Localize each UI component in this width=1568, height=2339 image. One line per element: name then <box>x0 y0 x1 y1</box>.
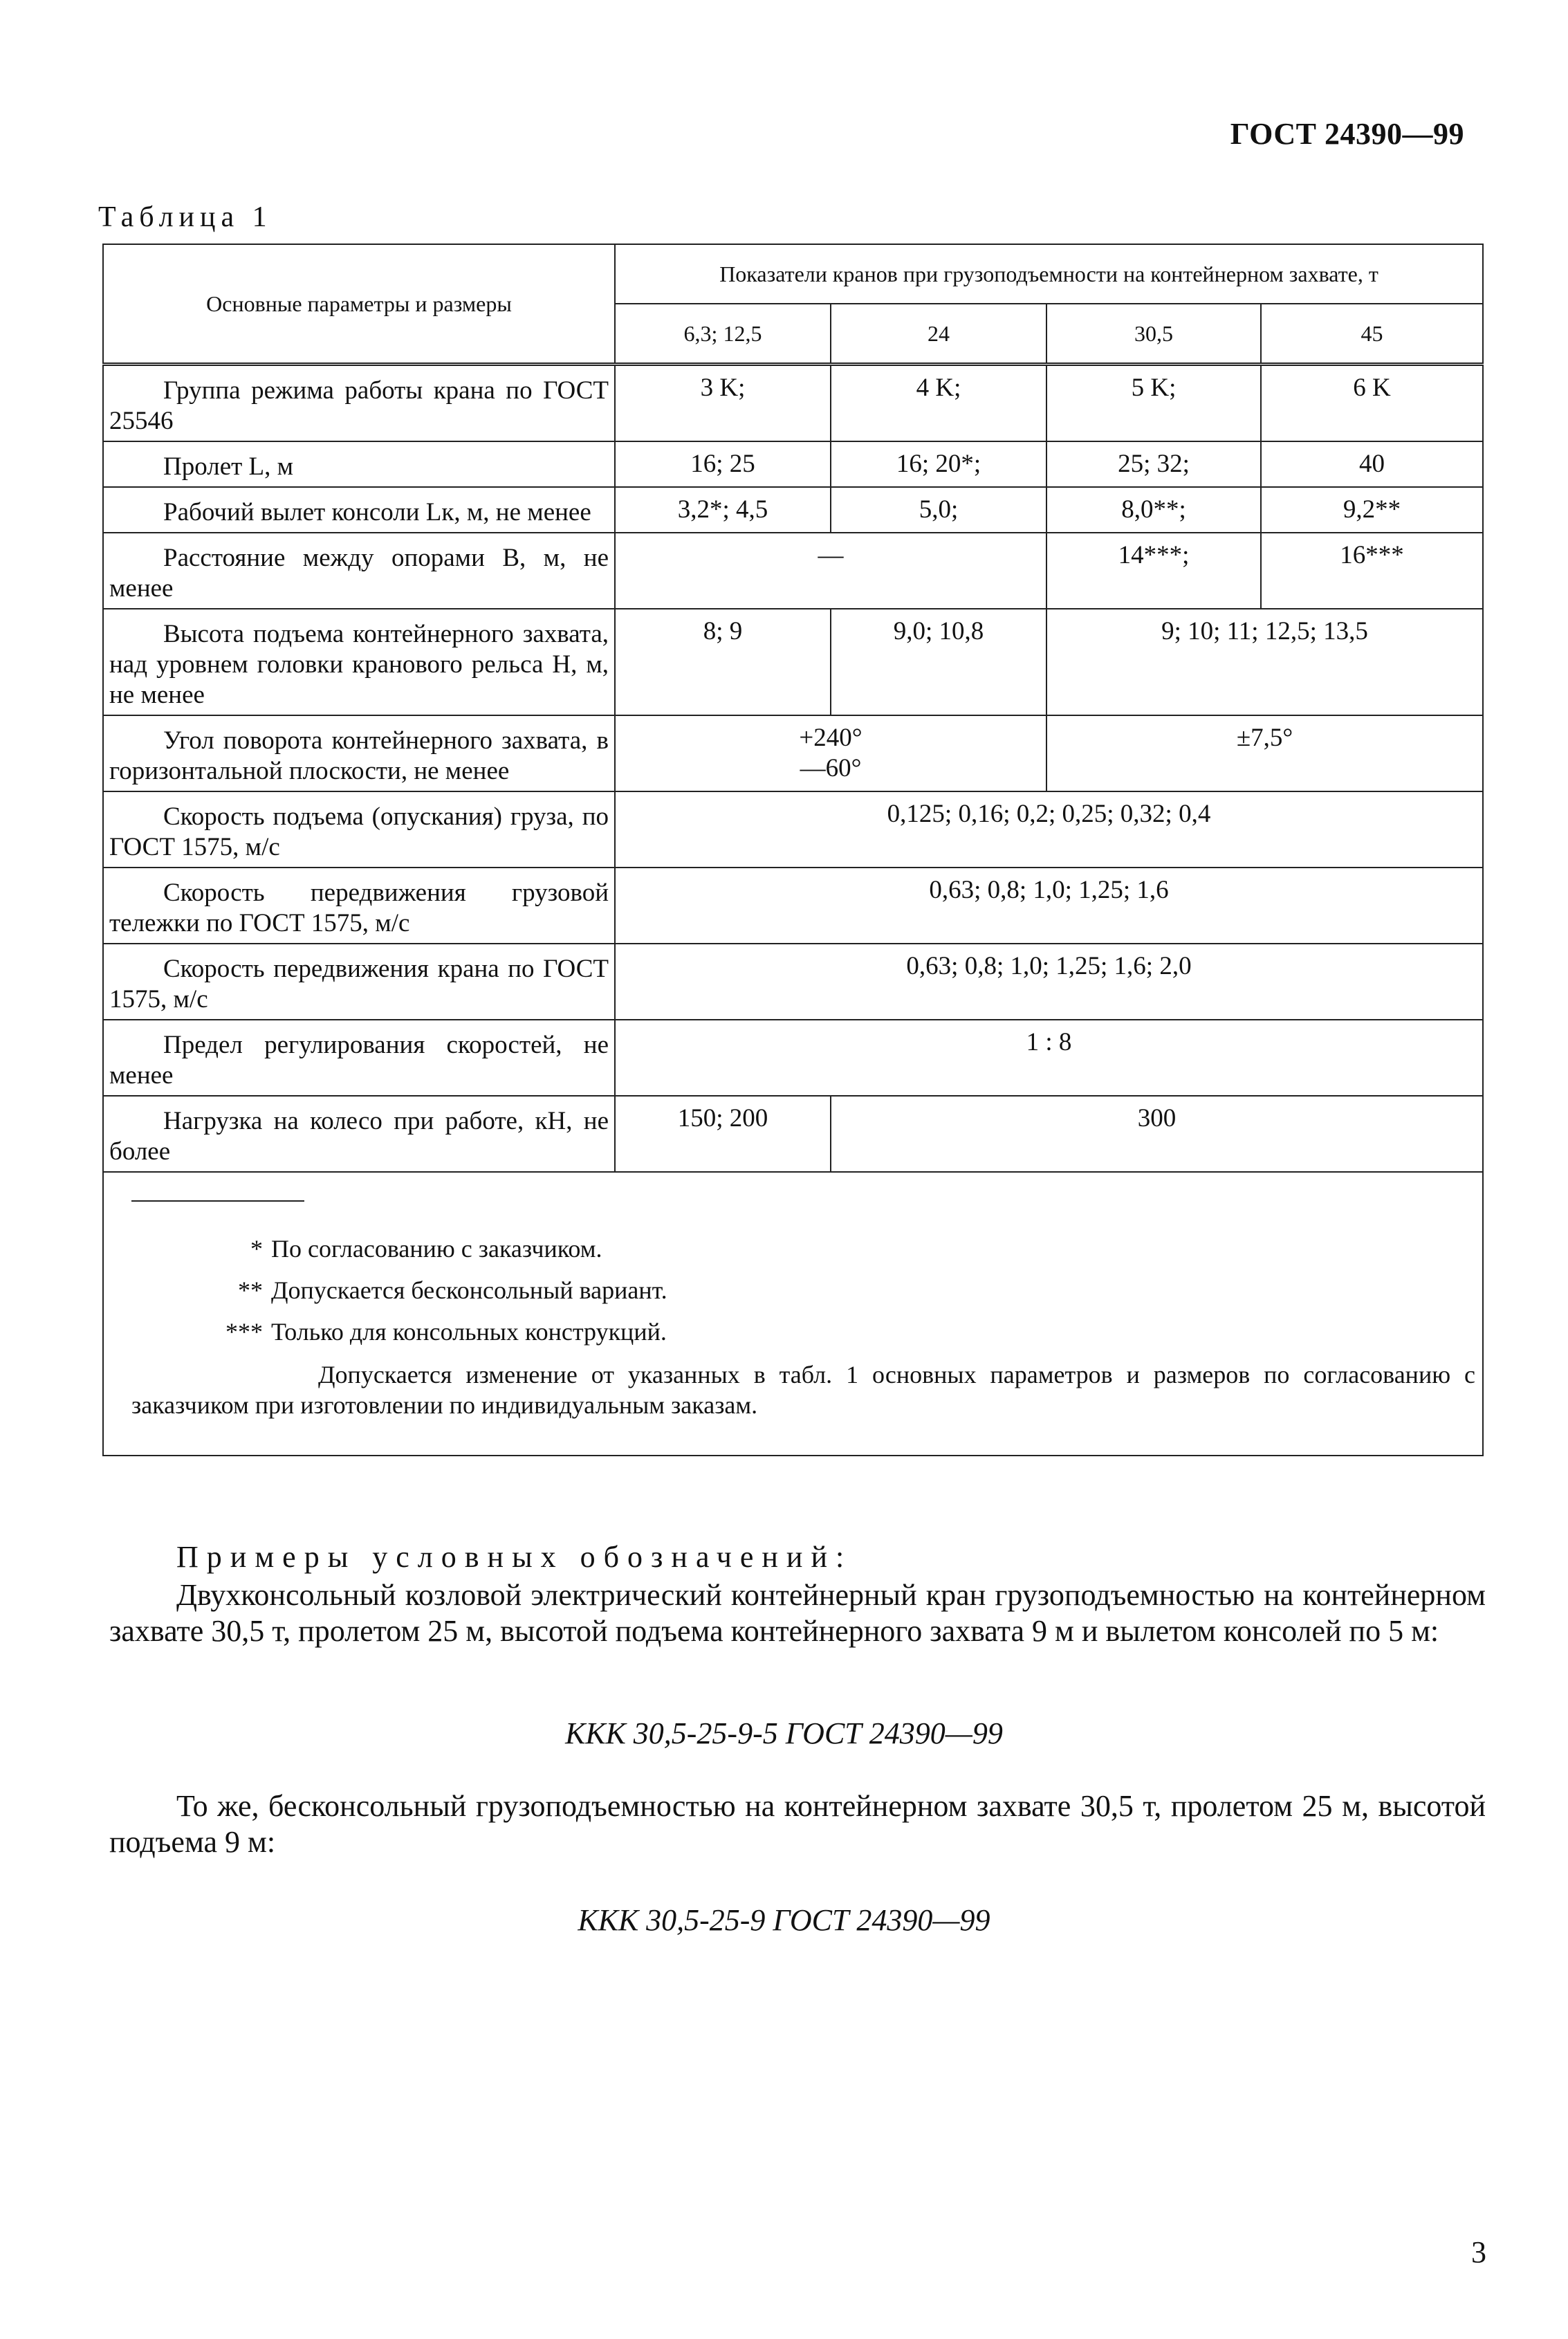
value-cell: 3,2*; 4,5 <box>615 487 831 533</box>
table-row <box>103 533 1483 609</box>
param-cell: Скорость подъема (опускания) груза, по ГОСТ 1575, м/с <box>103 791 615 868</box>
value-cell: 4 K; <box>831 365 1046 442</box>
param-cell: Расстояние между опорами B, м, не менее <box>103 533 615 609</box>
param-cell: Высота подъема контейнерного захвата, над уровнем головки кранового рельса H, м, не менее <box>103 609 615 715</box>
value-cell: 9,2** <box>1261 487 1483 533</box>
capacity-group-header: Показатели кранов при грузоподъемности на контейнерном захвате, т <box>615 244 1483 304</box>
param-cell: Предел регулирования скоростей, не менее <box>103 1020 615 1096</box>
table-notes <box>103 1172 1483 1456</box>
table-row <box>103 365 1483 442</box>
value-cell: 8,0**; <box>1046 487 1261 533</box>
page-number: 3 <box>1471 2235 1486 2269</box>
value-cell: 0,63; 0,8; 1,0; 1,25; 1,6; 2,0 <box>615 944 1483 1020</box>
value-cell: 0,125; 0,16; 0,2; 0,25; 0,32; 0,4 <box>615 791 1483 868</box>
value-cell: — <box>615 533 1046 609</box>
capacity-header: 6,3; 12,5 <box>615 304 831 365</box>
value-cell: 300 <box>831 1096 1483 1172</box>
table-row <box>103 715 1483 791</box>
table-note-paragraph: Допускается изменение от указанных в табл. 1 основных параметров и размеров по согласованию с заказчиком при изготовлении по индивидуальным заказам. <box>131 1361 1476 1419</box>
notes-divider <box>131 1200 304 1202</box>
param-column-header: Основные параметры и размеры <box>103 244 615 365</box>
value-cell: 14***; <box>1046 533 1261 609</box>
value-cell: 25; 32; <box>1046 441 1261 487</box>
value-cell: 1 : 8 <box>615 1020 1483 1096</box>
value-cell: 16; 20*; <box>831 441 1046 487</box>
value-cell: 9; 10; 11; 12,5; 13,5 <box>1046 609 1483 715</box>
param-cell: Скорость передвижения крана по ГОСТ 1575, м/с <box>103 944 615 1020</box>
table-row <box>103 868 1483 944</box>
value-cell: 16*** <box>1261 533 1483 609</box>
value-cell: 8; 9 <box>615 609 831 715</box>
value-cell: 6 K <box>1261 365 1483 442</box>
table-row <box>103 1020 1483 1096</box>
designation-example-1: ККК 30,5-25-9-5 ГОСТ 24390—99 <box>565 1716 1003 1750</box>
table-row <box>103 944 1483 1020</box>
footnote <box>131 1311 1475 1352</box>
footnote-mark: *** <box>225 1318 263 1346</box>
document-code: ГОСТ 24390—99 <box>1230 117 1464 151</box>
example-paragraph-1: Двухконсольный козловой электрический контейнерный кран грузоподъемностью на контейнерном захвате 30,5 т, пролетом 25 м, высотой подъема контейнерного захвата 9 м и вылетом консолей по 5 м: <box>109 1578 1486 1648</box>
value-cell: 0,63; 0,8; 1,0; 1,25; 1,6 <box>615 868 1483 944</box>
table-notes-row <box>103 1172 1483 1456</box>
table-header-row <box>103 244 1483 304</box>
angle-minus-value: —60° <box>800 754 862 782</box>
param-cell: Угол поворота контейнерного захвата, в горизонтальной плоскости, не менее <box>103 715 615 791</box>
value-cell: 3 K; <box>615 365 831 442</box>
param-cell: Пролет L, м <box>103 441 615 487</box>
footnote <box>131 1269 1475 1311</box>
designation-example-2: ККК 30,5-25-9 ГОСТ 24390—99 <box>578 1903 990 1937</box>
value-cell: 5,0; <box>831 487 1046 533</box>
table-caption: Таблица 1 <box>98 201 273 233</box>
value-cell: ±7,5° <box>1046 715 1483 791</box>
capacity-header: 24 <box>831 304 1046 365</box>
param-cell: Рабочий вылет консоли Lк, м, не менее <box>103 487 615 533</box>
param-cell: Группа режима работы крана по ГОСТ 25546 <box>103 365 615 442</box>
capacity-header: 45 <box>1261 304 1483 365</box>
table-row <box>103 609 1483 715</box>
footnote-text: По согласованию с заказчиком. <box>271 1235 602 1263</box>
table-row <box>103 791 1483 868</box>
param-cell: Нагрузка на колесо при работе, кН, не более <box>103 1096 615 1172</box>
value-cell <box>615 715 1046 791</box>
footnote <box>131 1228 1475 1269</box>
value-cell: 9,0; 10,8 <box>831 609 1046 715</box>
param-cell: Скорость передвижения грузовой тележки по ГОСТ 1575, м/с <box>103 868 615 944</box>
footnote-text: Допускается бесконсольный вариант. <box>271 1276 667 1304</box>
value-cell: 16; 25 <box>615 441 831 487</box>
footnote-mark: * <box>250 1235 263 1263</box>
angle-plus-value: +240° <box>799 724 863 752</box>
footnote-mark: ** <box>238 1276 263 1304</box>
value-cell: 40 <box>1261 441 1483 487</box>
value-cell: 150; 200 <box>615 1096 831 1172</box>
table-row <box>103 1096 1483 1172</box>
examples-heading: Примеры условных обозначений: <box>176 1540 853 1574</box>
table-row <box>103 441 1483 487</box>
parameters-table <box>102 244 1484 1456</box>
example-paragraph-2: То же, бесконсольный грузоподъемностью на контейнерном захвате 30,5 т, пролетом 25 м, высотой подъема 9 м: <box>109 1789 1486 1859</box>
table-row <box>103 487 1483 533</box>
footnote-text: Только для консольных конструкций. <box>271 1318 667 1346</box>
capacity-header: 30,5 <box>1046 304 1261 365</box>
value-cell: 5 K; <box>1046 365 1261 442</box>
